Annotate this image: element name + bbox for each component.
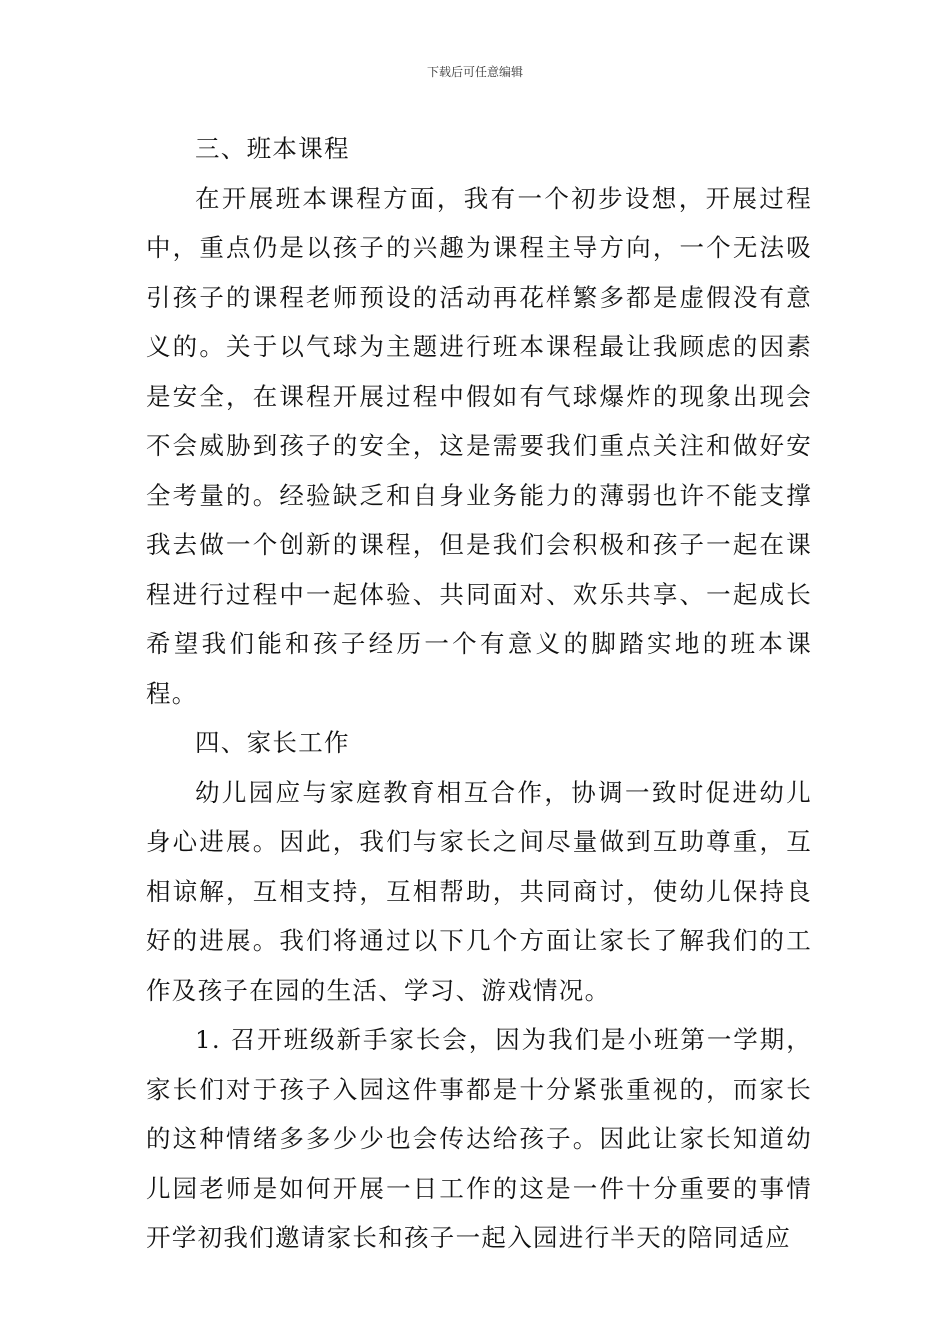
paragraph-parent-meeting: 1. 召开班级新手家长会，因为我们是小班第一学期，家长们对于孩子入园这件事都是十分紧张重视的，而家长的这种情绪多多少少也会传达给孩子。因此让家长知道幼儿园老师是如何开展一日工作的这是一件十分重要的事情开学初我们邀请家长和孩子一起入园进行半天的陪同适应 [146, 1025, 812, 1252]
section-heading-parent-work: 四、家长工作 [195, 728, 350, 757]
document-body [146, 124, 812, 1263]
page-header-note: 下载后可任意编辑 [426, 65, 523, 79]
section-heading-curriculum: 三、班本课程 [195, 134, 350, 163]
paragraph-curriculum: 在开展班本课程方面，我有一个初步设想，开展过程中，重点仍是以孩子的兴趣为课程主导方向，一个无法吸引孩子的课程老师预设的活动再花样繁多都是虚假没有意义的。关于以气球为主题进行班本课程最让我顾虑的因素是安全，在课程开展过程中假如有气球爆炸的现象出现会不会威胁到孩子的安全，这是需要我们重点关注和做好安全考量的。经验缺乏和自身业务能力的薄弱也许不能支撑我去做一个创新的课程，但是我们会积极和孩子一起在课程进行过程中一起体验、共同面对、欢乐共享、一起成长希望我们能和孩子经历一个有意义的脚踏实地的班本课程。 [146, 183, 812, 708]
paragraph-parent-cooperation: 幼儿园应与家庭教育相互合作，协调一致时促进幼儿身心进展。因此，我们与家长之间尽量做到互助尊重，互相谅解，互相支持，互相帮助，共同商讨，使幼儿保持良好的进展。我们将通过以下几个方面让家长了解我们的工作及孩子在园的生活、学习、游戏情况。 [146, 777, 812, 1005]
